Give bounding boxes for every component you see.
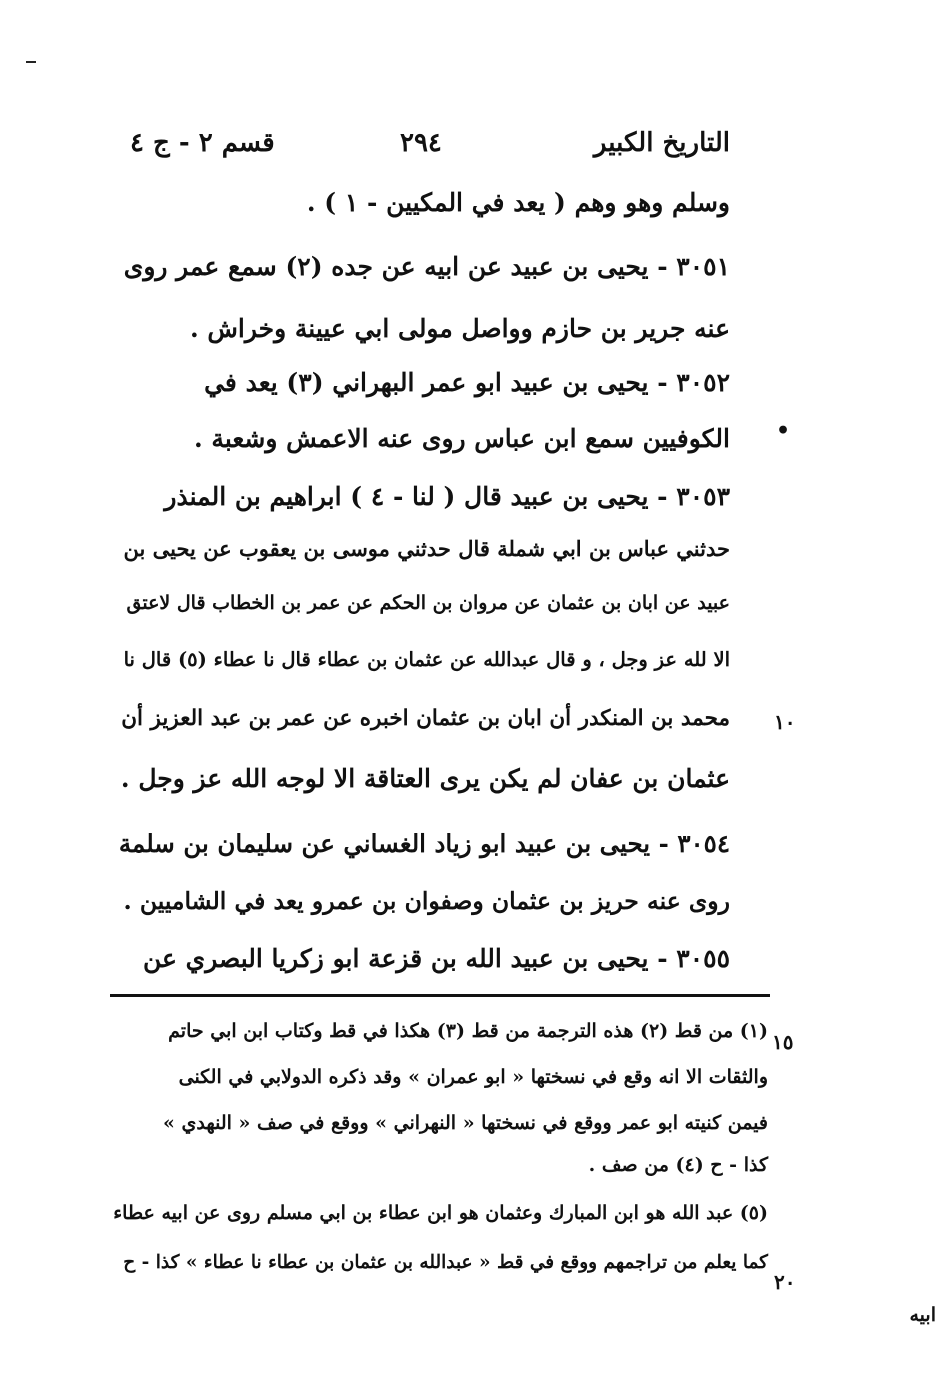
page-header [130,128,730,168]
footnote-line: (٥) عبد الله هو ابن المبارك وعثمان هو ابن عطاء بن ابي مسلم روى عن ابيه عطاء [113,1202,768,1224]
footnote-line: كما يعلم من تراجمهم ووقع في قط « عبدالله بن عثمان بن عطاء نا عطاء » كذا - ح [123,1252,768,1273]
body-line: عثمان بن عفان لم يكن يرى العتاقة الا لوجه الله عز وجل . [120,764,730,793]
body-line: ٣٠٥٢ - يحيى بن عبيد ابو عمر البهراني (٣) يعد في [204,368,730,397]
body-line: الا لله عز وجل ، و قال عبدالله عن عثمان بن عطاء قال نا عطاء (٥) قال نا [123,648,730,671]
book-title: التاريخ الكبير [593,128,730,158]
body-line: ٣٠٥٤ - يحيى بن عبيد ابو زياد الغساني عن سليمان بن سلمة [118,829,730,858]
page-number: ٢٩٤ [400,128,442,158]
catchword [130,1306,936,1325]
body-line: روى عنه حريز بن عثمان وصفوان بن عمرو يعد في الشاميين . [123,887,730,915]
body-line: ٣٠٥٣ - يحيى بن عبيد قال ( لنا - ٤ ) ابراهيم بن المنذر [164,482,730,511]
footnote-line: كذا - ح (٤) من صف . [588,1154,768,1176]
body-line: ٣٠٥١ - يحيى بن عبيد عن ابيه عن جده (٢) سمع عمر روى [123,252,730,281]
margin-dot: • [776,418,791,444]
body-line: عبيد عن ابان بن عثمان عن مروان بن الحكم عن عمر بن الخطاب قال لاعتق [126,592,730,614]
body-line: عنه جرير بن حازم وواصل مولى ابي عيينة وخراش . [189,314,730,343]
footnote-rule [110,994,770,997]
body-line: وسلم وهو وهم ( يعد في المكيين - ١ ) . [306,188,730,217]
footnote-line: فيمن كنيته ابو عمر ووقع في نسختها « النهراني » ووقع في صف « النهدي » [163,1112,768,1134]
footnote-line: والثقات الا انه وقع في نسختها « ابو عمران » وقد ذكره الدولابي في الكنى [178,1066,768,1088]
body-line: الكوفيين سمع ابن عباس روى عنه الاعمش وشعبة . [194,424,730,453]
margin-line-number-15: ١٥ [772,1030,794,1054]
footnote-line: (١) من قط (٢) هذه الترجمة من قط (٣) هكذا في قط وكتاب ابن ابي حاتم [168,1020,768,1042]
catchword-text: ابيه [909,1304,936,1326]
section-label: قسم ٢ - ج ٤ [130,128,275,158]
stray-mark [26,61,36,63]
body-line: محمد بن المنكدر أن ابان بن عثمان اخبره عن عمر بن عبد العزيز أن [121,706,730,731]
body-line: حدثني عباس بن ابي شملة قال حدثني موسى بن يعقوب عن يحيى بن [123,536,730,561]
margin-line-number-10: ١٠ [774,710,796,734]
margin-line-number-20: ٢٠ [774,1270,796,1294]
body-line: ٣٠٥٥ - يحيى بن عبيد الله بن قزعة ابو زكريا البصري عن [143,944,730,973]
